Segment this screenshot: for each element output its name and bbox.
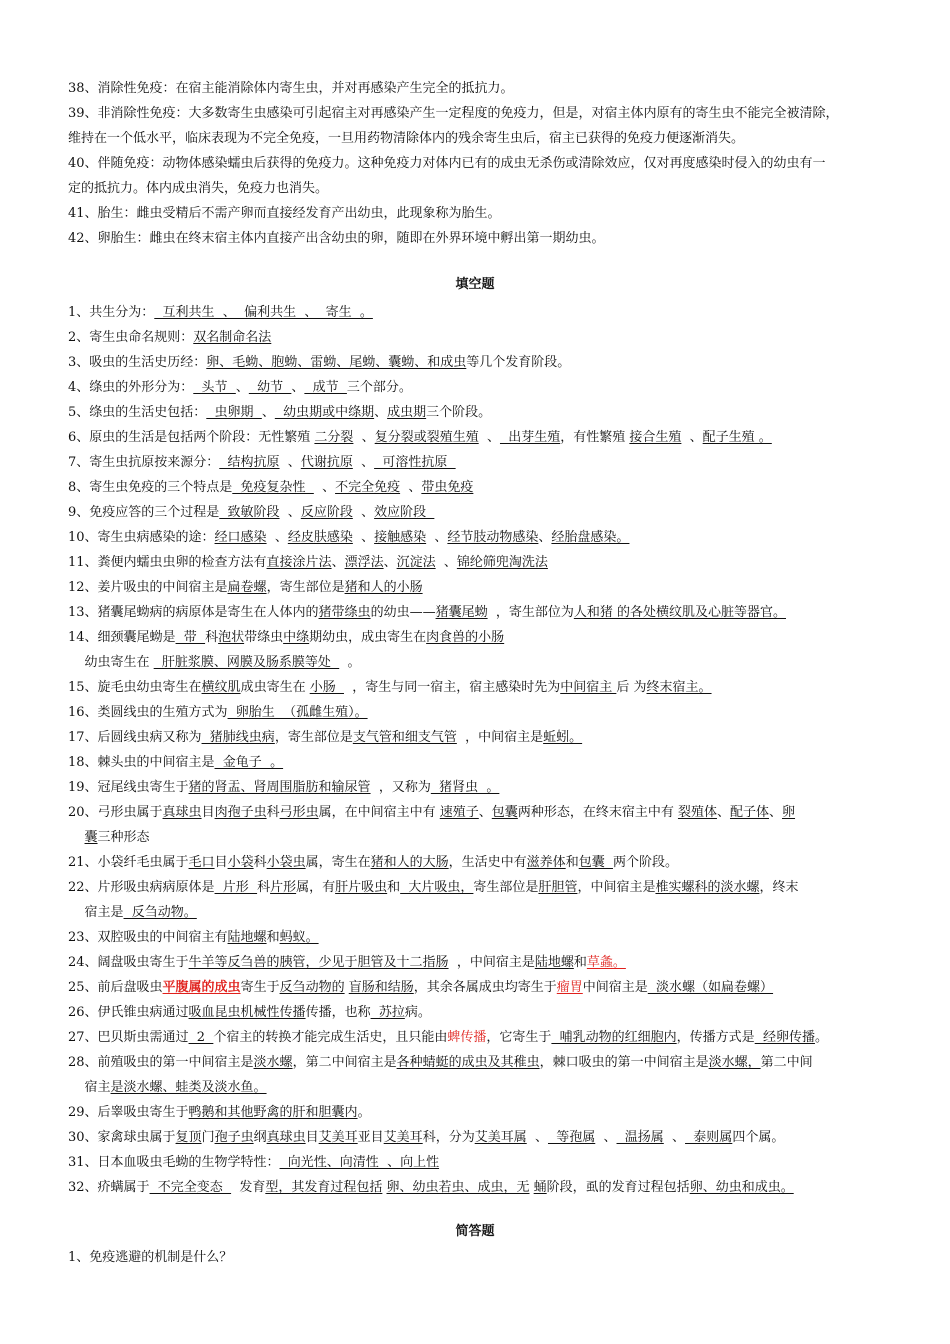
answer-text: 接合生殖 xyxy=(629,430,682,445)
answer-text: 猪的肾盂、肾周围脂肪和输尿管 xyxy=(188,780,371,795)
question-text: 1、共生分为： xyxy=(68,305,155,320)
question-text: 15、旋毛虫幼虫寄生在 xyxy=(68,680,202,695)
question-text: 和 xyxy=(266,930,280,945)
fill-in-line xyxy=(68,500,888,525)
question-text xyxy=(68,830,85,845)
question-text: 28、前殖吸虫的第一中间宿主是 xyxy=(68,1055,254,1070)
question-text: 幼虫寄生在 xyxy=(68,655,154,670)
definitions-section xyxy=(68,76,888,251)
answer-text: 蛹 xyxy=(533,1180,547,1195)
answer-text: 经口感染 xyxy=(214,530,267,545)
answer-text: 包囊 xyxy=(491,805,518,820)
question-text: 6、原虫的生活是包括两个阶段：无性繁殖 xyxy=(68,430,315,445)
answer-text: 向光性、向清性 、向上性 xyxy=(279,1155,440,1170)
answer-text: 瘤胃 xyxy=(556,980,583,995)
answer-text: 猪囊尾蚴 xyxy=(435,605,488,620)
question-text: 。 xyxy=(814,1030,828,1045)
question-text: 、 xyxy=(435,555,457,570)
definition-line: 38、消除性免疫：在宿主能消除体内寄生虫，并对再感染产生完全的抵抗力。 xyxy=(68,81,514,96)
answer-text: 可溶性抗原 xyxy=(374,455,456,470)
answer-text: 经皮肤感染 xyxy=(287,530,353,545)
answer-text: 致敏阶段 xyxy=(219,505,280,520)
fill-in-section xyxy=(68,300,888,1200)
question-text: ，生活史中有 xyxy=(448,855,527,870)
answer-text: 猪和人的大肠 xyxy=(370,855,449,870)
question-text: 阶段，虱的发育过程包括 xyxy=(546,1180,690,1195)
answer-text: 2 xyxy=(188,1030,214,1045)
answer-text: 小肠 xyxy=(309,680,344,695)
answer-text: 人和猪 的各处横纹肌及心脏等器官。 xyxy=(573,605,786,620)
fill-in-line xyxy=(68,925,888,950)
fill-in-line xyxy=(68,575,888,600)
answer-text: 二分裂 xyxy=(314,430,354,445)
answer-text: 猪肺线虫病 xyxy=(201,730,275,745)
answer-text: 型，其发育过程包括 xyxy=(265,1180,383,1195)
question-text: 传播，也称 xyxy=(305,1005,371,1020)
question-text: 属，寄生在 xyxy=(305,855,371,870)
question-text: ，传播方式是 xyxy=(676,1030,755,1045)
short-answer-heading: 简答题 xyxy=(455,1224,495,1239)
short-answer-section xyxy=(68,1245,888,1270)
answer-text: 孢子虫 xyxy=(214,1130,254,1145)
answer-text: 带 xyxy=(175,630,206,645)
question-text: 、 xyxy=(313,480,336,495)
question-text: 亚目 xyxy=(357,1130,384,1145)
answer-text: 是淡水螺、蛙类及淡水鱼。 xyxy=(110,1080,267,1095)
answer-text: 金龟子 。 xyxy=(214,755,284,770)
question-text: 19、冠尾线虫寄生于 xyxy=(68,780,189,795)
answer-text: 接触感染 xyxy=(374,530,427,545)
question-text: 4、绦虫的外形分为： xyxy=(68,380,194,395)
fill-in-line xyxy=(68,650,888,675)
question-text: 发育 xyxy=(231,1180,266,1195)
answer-text: 吸血昆虫机械性传播 xyxy=(188,1005,306,1020)
question-text: 寄生部位是 xyxy=(473,880,539,895)
answer-text: 苏拉 xyxy=(370,1005,405,1020)
question-text: 、 xyxy=(478,805,492,820)
fill-in-line xyxy=(68,300,888,325)
answer-text: 猪和人的小肠 xyxy=(344,580,423,595)
answer-text: 不完全变态 xyxy=(149,1180,232,1195)
question-text: 宿主 xyxy=(68,1080,111,1095)
answer-text: 复分裂或裂殖生殖 xyxy=(374,430,479,445)
question-text: 科 xyxy=(205,630,219,645)
question-text: 门 xyxy=(201,1130,215,1145)
fill-in-line xyxy=(68,400,888,425)
answer-text: 温扬属 xyxy=(616,1130,664,1145)
fill-in-line xyxy=(68,325,888,350)
answer-text: 出芽生殖 xyxy=(499,430,561,445)
answer-text: 肉食兽的小肠 xyxy=(426,630,505,645)
answer-text: 不完全免疫 xyxy=(335,480,401,495)
question-text: 、 xyxy=(279,455,301,470)
question-text: 12、姜片吸虫的中间宿主是 xyxy=(68,580,228,595)
fill-in-line xyxy=(68,525,888,550)
question-text: 寄生于 xyxy=(240,980,280,995)
question-text: 、 xyxy=(526,1130,548,1145)
answer-text: 平腹属的成虫 xyxy=(162,980,241,995)
fill-in-line xyxy=(68,625,888,650)
answer-text: 支气管和细支气管 xyxy=(352,730,457,745)
answer-text: 终末宿主。 xyxy=(646,680,712,695)
question-text: 7、寄生虫抗原按来源分： xyxy=(68,455,220,470)
answer-text: 肉孢子虫 xyxy=(214,805,267,820)
question-text: ，其余各属成虫均寄生于 xyxy=(413,980,557,995)
answer-text: 速殖子 xyxy=(439,805,479,820)
question-text: 2、寄生虫命名规则： xyxy=(68,330,194,345)
fill-in-line xyxy=(68,450,888,475)
answer-text: 锦纶筛兜淘洗法 xyxy=(456,555,548,570)
question-text: 、 xyxy=(383,555,397,570)
fill-in-line xyxy=(68,600,888,625)
question-text: ，终末 xyxy=(759,880,799,895)
question-text: 、 xyxy=(291,380,305,395)
question-text: 。 xyxy=(339,655,361,670)
answer-text: 反刍动物的 xyxy=(279,980,345,995)
question-text: 、 xyxy=(769,805,783,820)
definition-line: 维持在一个低水平，临床表现为不完全免疫，一旦用药物清除体内的残余寄生虫后，宿主已获得的免疫力便逐渐消失。 xyxy=(68,131,745,146)
question-text: 、 xyxy=(352,530,375,545)
answer-text: 虫卵期 xyxy=(206,405,262,420)
answer-text: 幼虫期或中绦期 xyxy=(274,405,375,420)
question-text: 两种形态，在终末宿主中有 xyxy=(517,805,678,820)
answer-text: 淡水螺（如扁卷螺） xyxy=(647,980,774,995)
question-text: 带绦虫 xyxy=(244,630,284,645)
answer-text: 泰则属 xyxy=(685,1130,733,1145)
answer-text: 毛口 xyxy=(188,855,215,870)
fill-in-line xyxy=(68,1000,888,1025)
answer-text: 椎实螺科的淡水螺 xyxy=(655,880,760,895)
question-text: 24、阔盘吸虫寄生于 xyxy=(68,955,189,970)
answer-text: 陆地螺 xyxy=(227,930,267,945)
fill-in-line xyxy=(68,775,888,800)
question-text: 四个属。 xyxy=(732,1130,785,1145)
question-text: 蜱传播 xyxy=(447,1030,487,1045)
answer-text: 泡状 xyxy=(218,630,245,645)
answer-text: 艾美耳 xyxy=(383,1130,423,1145)
question-text: 、 xyxy=(716,805,730,820)
fill-in-line xyxy=(68,900,888,925)
answer-text: 带虫免疫 xyxy=(421,480,474,495)
fill-in-line xyxy=(68,800,888,825)
question-text: 、 xyxy=(663,1130,686,1145)
answer-text: 成虫期 xyxy=(387,405,427,420)
question-text: 、 xyxy=(352,455,375,470)
question-text: 目 xyxy=(305,1130,319,1145)
fill-in-line xyxy=(68,725,888,750)
question-text: 。 xyxy=(357,1105,371,1120)
answer-text: 成节 xyxy=(304,380,347,395)
answer-text: 卵、幼虫和成虫。 xyxy=(689,1180,794,1195)
answer-text: 扁卷螺 xyxy=(227,580,267,595)
question-text: 23、双腔吸虫的中间宿主有 xyxy=(68,930,228,945)
answer-text: 经胎盘感染。 xyxy=(551,530,630,545)
answer-text: 幼节 xyxy=(248,380,292,395)
answer-text: 陆地螺 xyxy=(534,955,574,970)
fill-in-line xyxy=(68,1075,888,1100)
answer-text: 哺乳动物的红细胞内 xyxy=(551,1030,677,1045)
question-text: 17、后圆线虫病又称为 xyxy=(68,730,202,745)
question-text: 、 xyxy=(266,530,288,545)
answer-text: 配子生殖 。 xyxy=(702,430,772,445)
definition-line: 41、胎生：雌虫受精后不需产卵而直接经发育产出幼虫，此现象称为胎生。 xyxy=(68,206,501,221)
fill-in-line xyxy=(68,425,888,450)
answer-text: 沉淀法 xyxy=(396,555,436,570)
fill-in-line xyxy=(68,1175,888,1200)
question-text: 、 xyxy=(331,555,345,570)
answer-text: 配子体 xyxy=(729,805,769,820)
question-text: 宿主是 xyxy=(68,905,124,920)
short-answer-question: 1、免疫逃避的机制是什么？ xyxy=(68,1250,233,1265)
question-text: 、 xyxy=(426,530,448,545)
answer-text: 裂殖体 xyxy=(677,805,717,820)
answer-text: 反应阶段 xyxy=(300,505,353,520)
answer-text: 肝脏浆膜、网膜及肠系膜等处 xyxy=(153,655,340,670)
answer-text: 淡水螺， xyxy=(708,1055,761,1070)
fill-in-line xyxy=(68,475,888,500)
question-text: 27、巴贝斯虫需通过 xyxy=(68,1030,189,1045)
question-text: 中间宿主是 xyxy=(582,980,648,995)
question-text: 13、猪囊尾蚴病的病原体是寄生在人体内的 xyxy=(68,605,319,620)
answer-text: 代谢抗原 xyxy=(300,455,353,470)
answer-text: 牛羊等反刍兽的胰管，少见于胆管及十二指肠 xyxy=(188,955,449,970)
question-text: ，寄生部位为 xyxy=(487,605,574,620)
question-text: 、 xyxy=(538,530,552,545)
answer-text: 头节 xyxy=(193,380,236,395)
question-text: 科 xyxy=(257,880,271,895)
question-text: ，它寄生于 xyxy=(486,1030,552,1045)
fill-in-line xyxy=(68,875,888,900)
question-text: 、 xyxy=(681,430,703,445)
question-text: 14、细颈囊尾蚴是 xyxy=(68,630,176,645)
question-text: 的幼虫—— xyxy=(370,605,436,620)
question-text: 期幼虫，成虫寄生在 xyxy=(309,630,427,645)
question-text: 两个阶段。 xyxy=(612,855,678,870)
answer-text: 小袋 xyxy=(227,855,254,870)
question-text: ，棘口吸虫的第一中间宿主是 xyxy=(539,1055,709,1070)
answer-text: 中绦 xyxy=(283,630,310,645)
fill-in-heading: 填空题 xyxy=(455,277,495,292)
question-text: 18、棘头虫的中间宿主是 xyxy=(68,755,215,770)
definition-line: 39、非消除性免疫：大多数寄生虫感染可引起宿主对再感染产生一定程度的免疫力，但是，对宿主体内原有的寄生虫不能完全被清除， xyxy=(68,106,839,121)
answer-text: 互利共生 、 偏利共生 、 寄生 。 xyxy=(154,305,373,320)
answer-text: 结构抗原 xyxy=(219,455,280,470)
answer-text: 猪带绦虫 xyxy=(318,605,371,620)
fill-in-line xyxy=(68,850,888,875)
answer-text: 鸭鹅和其他野禽的肝和胆囊内 xyxy=(188,1105,358,1120)
question-text: 等几个发育阶段。 xyxy=(466,355,571,370)
definition-line: 定的抵抗力。体内成虫消失，免疫力也消失。 xyxy=(68,181,329,196)
question-text: 和 xyxy=(387,880,401,895)
question-text: 25、前后盘吸虫 xyxy=(68,980,163,995)
fill-in-line xyxy=(68,975,888,1000)
answer-text: 片形 xyxy=(214,880,258,895)
fill-in-line xyxy=(68,750,888,775)
fill-in-line xyxy=(68,375,888,400)
fill-in-line xyxy=(68,675,888,700)
answer-text: 复顶 xyxy=(175,1130,202,1145)
question-text: 、 xyxy=(279,505,301,520)
answer-text: 片形 xyxy=(270,880,297,895)
answer-text: 蚂蚁。 xyxy=(279,930,319,945)
answer-text: 反刍动物。 xyxy=(123,905,197,920)
question-text: 第二中间 xyxy=(760,1055,813,1070)
question-text: 11、粪便内蠕虫虫卵的检查方法有 xyxy=(68,555,267,570)
question-text: ，有性繁殖 xyxy=(560,430,630,445)
fill-in-line xyxy=(68,550,888,575)
answer-text: 经卵传播 xyxy=(754,1030,815,1045)
question-text: ，寄生部位是 xyxy=(266,580,345,595)
answer-text: 艾美耳属 xyxy=(474,1130,527,1145)
question-text: 、 xyxy=(235,380,249,395)
question-text: 8、寄生虫免疫的三个特点是 xyxy=(68,480,233,495)
answer-text: 肝胆管 xyxy=(538,880,578,895)
fill-in-line xyxy=(68,1125,888,1150)
answer-text: 艾美耳 xyxy=(318,1130,358,1145)
answer-text: 盲肠和结肠 xyxy=(348,980,414,995)
answer-text: 漂浮法 xyxy=(344,555,384,570)
question-text: 三种形态 xyxy=(97,830,150,845)
fill-in-line xyxy=(68,950,888,975)
question-text: 、 xyxy=(478,430,500,445)
answer-text: 卵、幼虫若虫、成虫，无 xyxy=(386,1180,530,1195)
question-text: 病。 xyxy=(404,1005,431,1020)
question-text: 科 xyxy=(266,805,280,820)
fill-in-line xyxy=(68,350,888,375)
question-text: ，寄生与同一宿主，宿主感染时先为 xyxy=(343,680,561,695)
answer-text: 卵、毛蚴、胞蚴、雷蚴、尾蚴、囊蚴、和成虫 xyxy=(206,355,467,370)
question-text: 和 xyxy=(573,955,587,970)
answer-text: 滋养体 xyxy=(526,855,566,870)
answer-text: 卵 xyxy=(782,805,796,820)
fill-in-line xyxy=(68,700,888,725)
question-text: 3、吸虫的生活史历经： xyxy=(68,355,207,370)
question-text: 、 xyxy=(374,405,388,420)
answer-text: 真球虫 xyxy=(266,1130,306,1145)
question-text: 5、绦虫的生活史包括： xyxy=(68,405,207,420)
answer-text: 双名制命名法 xyxy=(193,330,272,345)
answer-text: 经节肢动物感染 xyxy=(447,530,539,545)
question-text: 纲 xyxy=(253,1130,267,1145)
fill-in-line xyxy=(68,1050,888,1075)
question-text: 、 xyxy=(595,1130,617,1145)
question-text: 成虫寄生在 xyxy=(240,680,310,695)
answer-text: 真球虫 xyxy=(162,805,202,820)
fill-in-line xyxy=(68,825,888,850)
question-text: 22、片形吸虫病病原体是 xyxy=(68,880,215,895)
question-text: 16、类圆线虫的生殖方式为 xyxy=(68,705,228,720)
answer-text: 卵胎生 （孤雌生殖）。 xyxy=(227,705,368,720)
question-text: 属，有 xyxy=(296,880,336,895)
question-text: 29、后睾吸虫寄生于 xyxy=(68,1105,189,1120)
answer-text: 中间宿主 xyxy=(560,680,617,695)
question-text: 10、寄生虫病感染的途： xyxy=(68,530,215,545)
question-text: 21、小袋纤毛虫属于 xyxy=(68,855,189,870)
answer-text: 等孢属 xyxy=(547,1130,596,1145)
answer-text: 蚯蚓。 xyxy=(543,730,583,745)
answer-text: 包囊 xyxy=(578,855,613,870)
answer-text: 横纹肌 xyxy=(201,680,241,695)
question-text: 9、免疫应答的三个过程是 xyxy=(68,505,220,520)
answer-text: 免疫复杂性 xyxy=(232,480,314,495)
question-text: 后 为 xyxy=(616,680,647,695)
answer-text: 囊 xyxy=(84,830,98,845)
answer-text: 弓形虫 xyxy=(279,805,319,820)
question-text: 30、家禽球虫属于 xyxy=(68,1130,176,1145)
question-text: 31、日本血吸虫毛蚴的生物学特性： xyxy=(68,1155,280,1170)
question-text: 目 xyxy=(201,805,215,820)
definition-line: 42、卵胎生：雌虫在终末宿主体内直接产出含幼虫的卵，随即在外界环境中孵出第一期幼虫。 xyxy=(68,231,605,246)
answer-text: 肝片吸虫 xyxy=(335,880,388,895)
question-text: ，中间宿主是 xyxy=(577,880,656,895)
definition-line: 40、伴随免疫：动物体感染蠕虫后获得的免疫力。这种免疫力对体内已有的成虫无杀伤或清除效应，仅对再度感染时侵入的幼虫有一 xyxy=(68,156,826,171)
question-text: 、 xyxy=(400,480,422,495)
question-text: ，中间宿主是 xyxy=(448,955,535,970)
answer-text: 小袋虫 xyxy=(266,855,306,870)
answer-text: 直接涂片法 xyxy=(266,555,332,570)
answer-text: 各种蜻蜓的成虫及其稚虫 xyxy=(396,1055,540,1070)
question-text: 属，在中间宿主中有 xyxy=(318,805,440,820)
question-text: 26、伊氏锥虫病通过 xyxy=(68,1005,189,1020)
question-text: 目 xyxy=(214,855,228,870)
question-text: 三个阶段。 xyxy=(426,405,492,420)
answer-text: 大片吸虫， xyxy=(400,880,474,895)
question-text: 、 xyxy=(352,505,375,520)
question-text: 三个部分。 xyxy=(346,380,412,395)
answer-text: 草螽。 xyxy=(586,955,626,970)
question-text: ，寄生部位是 xyxy=(274,730,353,745)
answer-text: 效应阶段 xyxy=(374,505,435,520)
fill-in-line xyxy=(68,1025,888,1050)
fill-in-line xyxy=(68,1150,888,1175)
question-text: 20、弓形虫属于 xyxy=(68,805,163,820)
question-text: 32、疥螨属于 xyxy=(68,1180,150,1195)
question-text: 个宿主的转换才能完成生活史，且只能由 xyxy=(213,1030,448,1045)
question-text: 、 xyxy=(353,430,375,445)
answer-text: 猪肾虫 。 xyxy=(430,780,500,795)
question-text: ，又称为 xyxy=(370,780,431,795)
question-text: 和 xyxy=(565,855,579,870)
question-text: 科，分为 xyxy=(422,1130,475,1145)
answer-text: 淡水螺 xyxy=(253,1055,293,1070)
question-text: 科 xyxy=(253,855,267,870)
question-text: ，中间宿主是 xyxy=(456,730,544,745)
question-text: 、 xyxy=(261,405,275,420)
question-text: ，第二中间宿主是 xyxy=(292,1055,397,1070)
fill-in-line xyxy=(68,1100,888,1125)
